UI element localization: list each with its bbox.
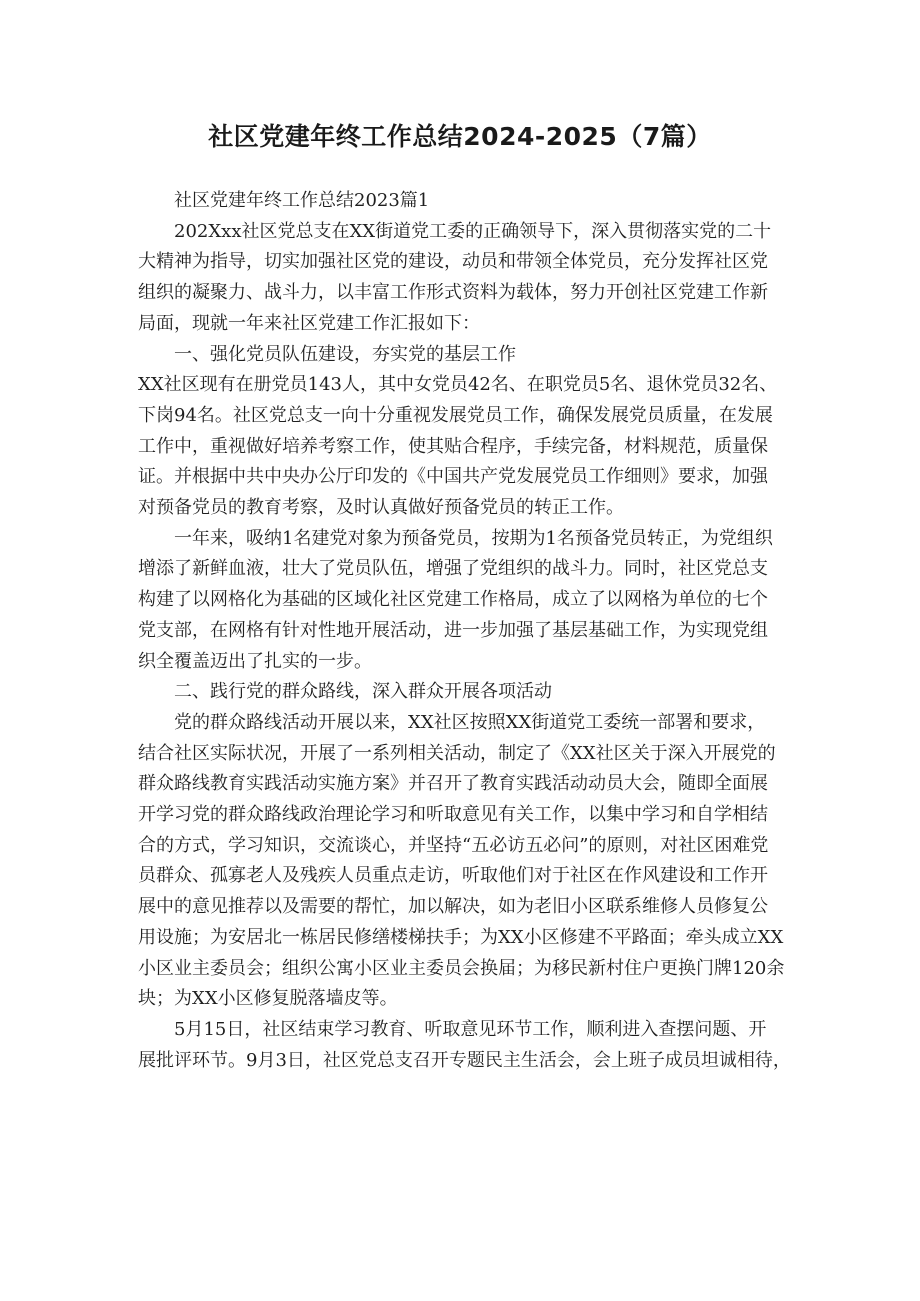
paragraph-line: 小区业主委员会；组织公寓小区业主委员会换届；为移民新村住户更换门牌120余	[138, 957, 785, 979]
paragraph-line: 组织的凝聚力、战斗力，以丰富工作形式资料为载体，努力开创社区党建工作新	[138, 282, 768, 304]
document-body	[138, 186, 793, 1076]
paragraph-line: 党支部，在网格有针对性地开展活动，进一步加强了基层基础工作，为实现党组	[138, 619, 768, 641]
paragraph-line: 织全覆盖迈出了扎实的一步。	[138, 650, 372, 672]
paragraph-line: 结合社区实际状况，开展了一系列相关活动，制定了《XX社区关于深入开展党的	[138, 742, 776, 764]
paragraph-line: XX社区现有在册党员143人，其中女党员42名、在职党员5名、退休党员32名、	[138, 374, 778, 396]
section-heading: 二、践行党的群众路线，深入群众开展各项活动	[174, 681, 552, 703]
paragraph-line: 工作中，重视做好培养考察工作，使其贴合程序，手续完备，材料规范，质量保	[138, 435, 768, 457]
paragraph-line: 证。并根据中共中央办公厅印发的《中国共产党发展党员工作细则》要求，加强	[138, 466, 768, 488]
paragraph-line: 构建了以网格化为基础的区域化社区党建工作格局，成立了以网格为单位的七个	[138, 589, 768, 611]
paragraph-line: 增添了新鲜血液，壮大了党员队伍，增强了党组织的战斗力。同时，社区党总支	[138, 558, 768, 580]
paragraph-line: 对预备党员的教育考察，及时认真做好预备党员的转正工作。	[138, 497, 624, 519]
document-title: 社区党建年终工作总结2024-2025（7篇）	[208, 122, 712, 151]
section-subtitle: 社区党建年终工作总结2023篇1	[174, 190, 430, 211]
paragraph-line: 党的群众路线活动开展以来，XX社区按照XX街道党工委统一部署和要求，	[174, 711, 766, 733]
paragraph-line: 块；为XX小区修复脱落墙皮等。	[138, 988, 398, 1010]
paragraph-line: 下岗94名。社区党总支一向十分重视发展党员工作，确保发展党员质量，在发展	[138, 404, 773, 426]
paragraph-line: 合的方式，学习知识，交流谈心，并坚持“五必访五必问”的原则，对社区困难党	[138, 834, 769, 856]
paragraph-line: 202Xxx社区党总支在XX街道党工委的正确领导下，深入贯彻落实党的二十	[174, 220, 772, 242]
paragraph-line: 一年来，吸纳1名建党对象为预备党员，按期为1名预备党员转正，为党组织	[174, 527, 773, 549]
paragraph-line: 用设施；为安居北一栋居民修缮楼梯扶手；为XX小区修建不平路面；牵头成立XX	[138, 926, 784, 948]
paragraph-line: 局面，现就一年来社区党建工作汇报如下：	[138, 312, 480, 334]
paragraph-line: 员群众、孤寡老人及残疾人员重点走访，听取他们对于社区在作风建设和工作开	[138, 865, 768, 887]
paragraph-line: 5月15日，社区结束学习教育、听取意见环节工作，顺利进入查摆问题、开	[174, 1018, 767, 1040]
paragraph-line: 展中的意见推荐以及需要的帮忙，加以解决，如为老旧小区联系维修人员修复公	[138, 896, 768, 918]
paragraph-line: 群众路线教育实践活动实施方案》并召开了教育实践活动动员大会，随即全面展	[138, 773, 768, 795]
paragraph-line: 大精神为指导，切实加强社区党的建设，动员和带领全体党员，充分发挥社区党	[138, 251, 768, 273]
paragraph-line: 开学习党的群众路线政治理论学习和听取意见有关工作，以集中学习和自学相结	[138, 804, 768, 826]
paragraph-line: 展批评环节。9月3日，社区党总支召开专题民主生活会，会上班子成员坦诚相待，	[138, 1049, 791, 1071]
section-heading: 一、强化党员队伍建设，夯实党的基层工作	[174, 343, 516, 365]
